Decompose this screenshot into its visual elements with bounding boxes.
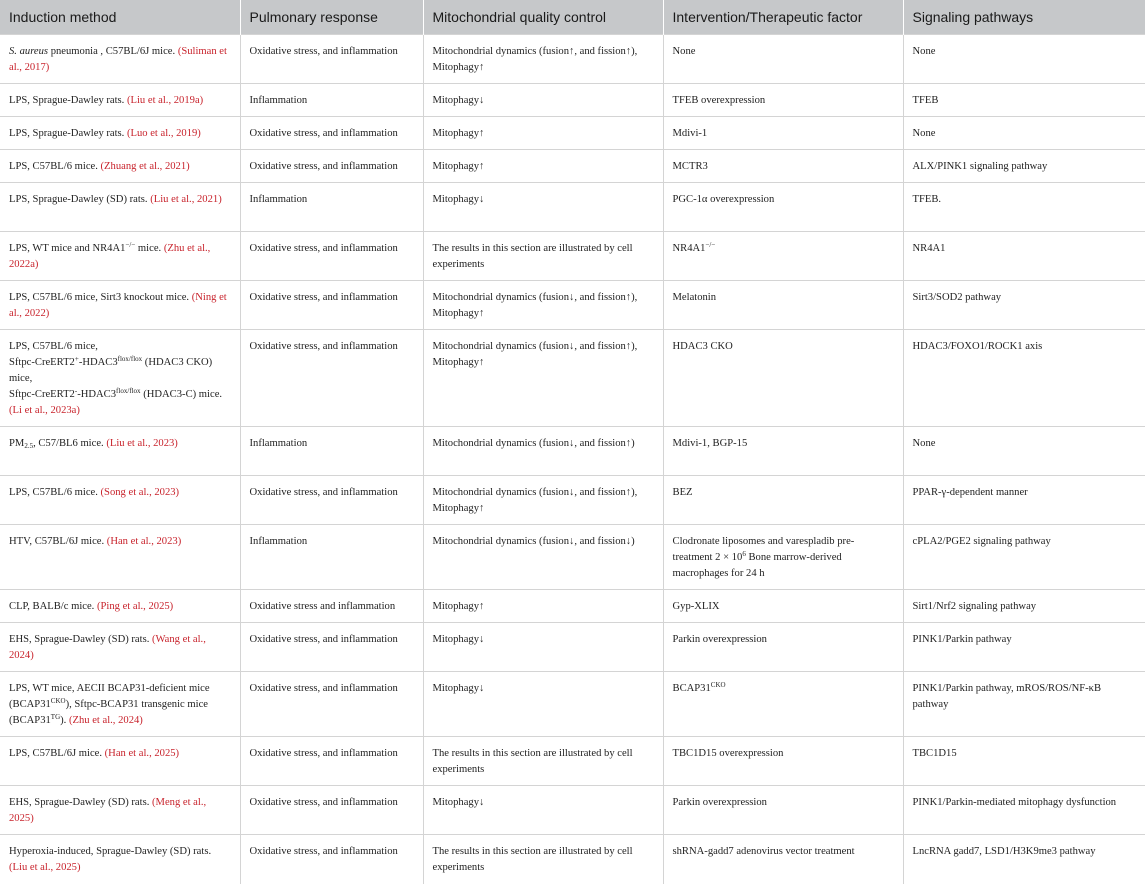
- citation-link[interactable]: (Liu et al., 2025): [9, 862, 81, 873]
- intervention-cell: None: [663, 35, 903, 84]
- citation-link[interactable]: (Zhuang et al., 2021): [100, 161, 190, 172]
- signaling-cell: HDAC3/FOXO1/ROCK1 axis: [903, 330, 1145, 427]
- citation-link[interactable]: (Li et al., 2023a): [9, 405, 80, 416]
- mito-cell: Mitochondrial dynamics (fusion↓, and fission↓): [423, 525, 663, 590]
- intervention-cell: HDAC3 CKO: [663, 330, 903, 427]
- intervention-cell: Parkin overexpression: [663, 786, 903, 835]
- intervention-cell: Gyp-XLIX: [663, 590, 903, 623]
- induction-cell: LPS, Sprague-Dawley rats. (Liu et al., 2019a): [0, 84, 240, 117]
- table-row: [0, 737, 1145, 786]
- intervention-cell: Clodronate liposomes and varespladib pre-treatment $2 \times 10^6$ Bone marrow-derived macrophages for 24 h: [663, 525, 903, 590]
- intervention-cell: Mdivi-1: [663, 117, 903, 150]
- citation-link[interactable]: (Han et al., 2025): [104, 748, 180, 759]
- signaling-cell: None: [903, 35, 1145, 84]
- pulmonary-cell: Oxidative stress, and inflammation: [240, 330, 423, 427]
- induction-cell: EHS, Sprague-Dawley (SD) rats. (Wang et al., 2024): [0, 623, 240, 672]
- table-row: [0, 150, 1145, 183]
- intervention-cell: TBC1D15 overexpression: [663, 737, 903, 786]
- table-row: [0, 590, 1145, 623]
- mito-cell: Mitochondrial dynamics (fusion↑, and fission↑), Mitophagy↑: [423, 35, 663, 84]
- citation-link[interactable]: (Song et al., 2023): [100, 487, 180, 498]
- pulmonary-cell: Oxidative stress, and inflammation: [240, 476, 423, 525]
- pulmonary-cell: Oxidative stress, and inflammation: [240, 232, 423, 281]
- intervention-cell: $BCAP31^{CKO}$: [663, 672, 903, 737]
- induction-cell: Hyperoxia-induced, Sprague-Dawley (SD) rats. (Liu et al., 2025): [0, 835, 240, 884]
- intervention-cell: BEZ: [663, 476, 903, 525]
- intervention-cell: shRNA-gadd7 adenovirus vector treatment: [663, 835, 903, 884]
- header-signaling-pathways: Signaling pathways: [903, 0, 1145, 35]
- induction-cell: HTV, C57BL/6J mice. (Han et al., 2023): [0, 525, 240, 590]
- induction-cell: LPS, C57BL/6 mice, Sftpc-$CreERT2^+-HDAC3^{flox/flox}$ (HDAC3 CKO) mice, Sftpc-$CreERT2^--HDAC3^{flox/flox}$ (HDAC3-C) mice. (Li et al., 2023a): [0, 330, 240, 427]
- citation-link[interactable]: (Meng et al., 2025): [9, 797, 207, 824]
- signaling-cell: Sirt3/SOD2 pathway: [903, 281, 1145, 330]
- table-row: [0, 84, 1145, 117]
- citation-link[interactable]: (Zhu et al., 2022a): [9, 243, 211, 270]
- signaling-cell: PINK1/Parkin pathway, mROS/ROS/NF-κB pathway: [903, 672, 1145, 737]
- pulmonary-cell: Oxidative stress, and inflammation: [240, 672, 423, 737]
- header-induction-method: Induction method: [0, 0, 240, 35]
- signaling-cell: NR4A1: [903, 232, 1145, 281]
- pulmonary-cell: Inflammation: [240, 427, 423, 476]
- intervention-cell: PGC-1α overexpression: [663, 183, 903, 232]
- table-row: [0, 786, 1145, 835]
- mito-cell: Mitophagy↑: [423, 590, 663, 623]
- table-row: [0, 835, 1145, 884]
- header-mitochondrial-quality-control: Mitochondrial quality control: [423, 0, 663, 35]
- induction-cell: LPS, C57BL/6 mice, Sirt3 knockout mice. (Ning et al., 2022): [0, 281, 240, 330]
- signaling-cell: LncRNA gadd7, LSD1/H3K9me3 pathway: [903, 835, 1145, 884]
- table-row: [0, 117, 1145, 150]
- pulmonary-cell: Oxidative stress, and inflammation: [240, 835, 423, 884]
- intervention-cell: MCTR3: [663, 150, 903, 183]
- citation-link[interactable]: (Luo et al., 2019): [126, 128, 201, 139]
- signaling-cell: Sirt1/Nrf2 signaling pathway: [903, 590, 1145, 623]
- citation-link[interactable]: (Suliman et al., 2017): [9, 46, 227, 73]
- pulmonary-cell: Oxidative stress, and inflammation: [240, 35, 423, 84]
- pulmonary-cell: Oxidative stress, and inflammation: [240, 737, 423, 786]
- header-pulmonary-response: Pulmonary response: [240, 0, 423, 35]
- induction-cell: EHS, Sprague-Dawley (SD) rats. (Meng et al., 2025): [0, 786, 240, 835]
- table-row: [0, 672, 1145, 737]
- table-row: [0, 427, 1145, 476]
- citation-link[interactable]: (Liu et al., 2019a): [126, 95, 204, 106]
- citation-link[interactable]: (Ping et al., 2025): [96, 601, 174, 612]
- induction-cell: LPS, WT mice, AECII BCAP31-deficient mice $(BCAP31^{CKO})$, Sftpc-BCAP31 transgenic mice $(BCAP31^{TG})$. (Zhu et al., 2024): [0, 672, 240, 737]
- table-row: [0, 183, 1145, 232]
- citation-link[interactable]: (Liu et al., 2023): [106, 438, 178, 449]
- mito-cell: Mitochondrial dynamics (fusion↓, and fission↑): [423, 427, 663, 476]
- pulmonary-cell: Oxidative stress, and inflammation: [240, 623, 423, 672]
- pulmonary-cell: Oxidative stress, and inflammation: [240, 786, 423, 835]
- citation-link[interactable]: (Wang et al., 2024): [9, 634, 206, 661]
- intervention-cell: Parkin overexpression: [663, 623, 903, 672]
- signaling-cell: TFEB.: [903, 183, 1145, 232]
- mito-cell: Mitophagy↑: [423, 150, 663, 183]
- signaling-cell: None: [903, 427, 1145, 476]
- induction-cell: LPS, C57BL/6 mice. (Song et al., 2023): [0, 476, 240, 525]
- signaling-cell: PPAR-γ-dependent manner: [903, 476, 1145, 525]
- intervention-cell: Mdivi-1, BGP-15: [663, 427, 903, 476]
- induction-cell: LPS, Sprague-Dawley (SD) rats. (Liu et al., 2021): [0, 183, 240, 232]
- mito-cell: Mitophagy↓: [423, 183, 663, 232]
- mito-cell: Mitophagy↓: [423, 672, 663, 737]
- signaling-cell: PINK1/Parkin-mediated mitophagy dysfunction: [903, 786, 1145, 835]
- signaling-cell: TFEB: [903, 84, 1145, 117]
- table-row: [0, 232, 1145, 281]
- signaling-cell: cPLA2/PGE2 signaling pathway: [903, 525, 1145, 590]
- intervention-cell: NR4A1−/−: [663, 232, 903, 281]
- mito-cell: Mitophagy↑: [423, 117, 663, 150]
- intervention-cell: TFEB overexpression: [663, 84, 903, 117]
- signaling-cell: PINK1/Parkin pathway: [903, 623, 1145, 672]
- signaling-cell: TBC1D15: [903, 737, 1145, 786]
- pulmonary-cell: Inflammation: [240, 183, 423, 232]
- mito-cell: The results in this section are illustrated by cell experiments: [423, 835, 663, 884]
- pulmonary-cell: Oxidative stress and inflammation: [240, 590, 423, 623]
- pulmonary-cell: Oxidative stress, and inflammation: [240, 117, 423, 150]
- table-row: [0, 330, 1145, 427]
- induction-cell: $PM_{2.5}$, C57/BL6 mice. (Liu et al., 2023): [0, 427, 240, 476]
- mito-cell: The results in this section are illustrated by cell experiments: [423, 232, 663, 281]
- header-intervention: Intervention/Therapeutic factor: [663, 0, 903, 35]
- header-row: [0, 0, 1145, 35]
- table-row: [0, 525, 1145, 590]
- pulmonary-cell: Oxidative stress, and inflammation: [240, 150, 423, 183]
- induction-cell: CLP, BALB/c mice. (Ping et al., 2025): [0, 590, 240, 623]
- pulmonary-cell: Inflammation: [240, 84, 423, 117]
- mito-cell: The results in this section are illustrated by cell experiments: [423, 737, 663, 786]
- citation-link[interactable]: (Ning et al., 2022): [9, 292, 227, 319]
- table-row: [0, 623, 1145, 672]
- induction-cell: LPS, WT mice and NR4A1−/− mice. (Zhu et al., 2022a): [0, 232, 240, 281]
- table-row: [0, 476, 1145, 525]
- mito-cell: Mitophagy↓: [423, 623, 663, 672]
- intervention-cell: Melatonin: [663, 281, 903, 330]
- citation-link[interactable]: (Liu et al., 2021): [150, 194, 222, 205]
- citation-link[interactable]: (Zhu et al., 2024): [68, 715, 143, 726]
- pulmonary-cell: Oxidative stress, and inflammation: [240, 281, 423, 330]
- table-row: [0, 281, 1145, 330]
- mito-cell: Mitochondrial dynamics (fusion↓, and fission↑), Mitophagy↑: [423, 281, 663, 330]
- pulmonary-cell: Inflammation: [240, 525, 423, 590]
- signaling-cell: None: [903, 117, 1145, 150]
- induction-cell: LPS, Sprague-Dawley rats. (Luo et al., 2019): [0, 117, 240, 150]
- table-row: [0, 35, 1145, 84]
- mito-cell: Mitophagy↓: [423, 84, 663, 117]
- mito-cell: Mitochondrial dynamics (fusion↓, and fission↑), Mitophagy↑: [423, 330, 663, 427]
- induction-cell: LPS, C57BL/6 mice. (Zhuang et al., 2021): [0, 150, 240, 183]
- mito-cell: Mitophagy↓: [423, 786, 663, 835]
- induction-cell: S. aureus pneumonia , C57BL/6J mice. (Suliman et al., 2017): [0, 35, 240, 84]
- induction-cell: LPS, C57BL/6J mice. (Han et al., 2025): [0, 737, 240, 786]
- mito-cell: Mitochondrial dynamics (fusion↓, and fission↑), Mitophagy↑: [423, 476, 663, 525]
- citation-link[interactable]: (Han et al., 2023): [106, 536, 182, 547]
- signaling-cell: ALX/PINK1 signaling pathway: [903, 150, 1145, 183]
